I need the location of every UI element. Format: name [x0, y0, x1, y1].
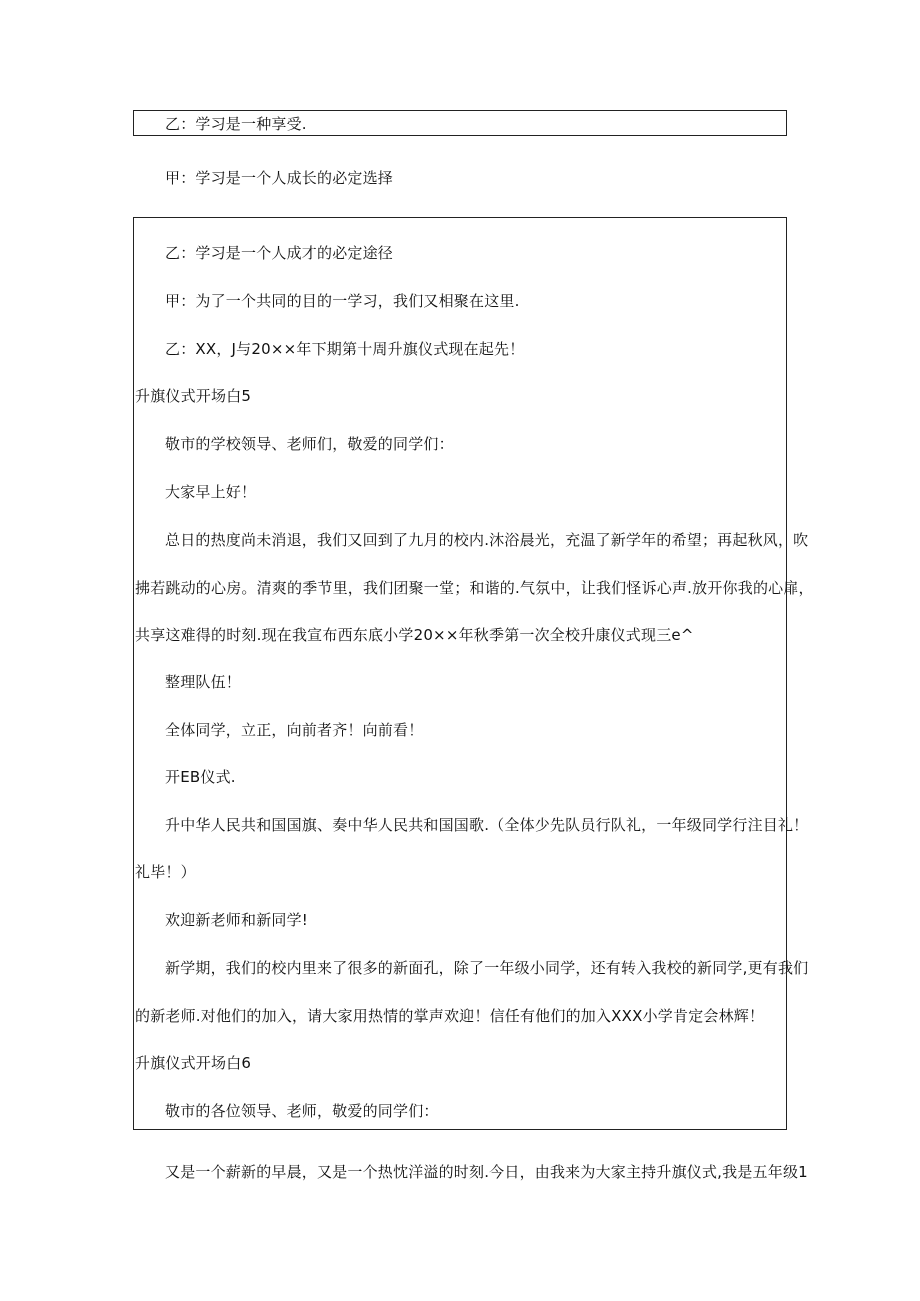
dialogue-line-jia-2: 甲：为了一个共同的目的一学习，我们又相聚在这里.	[165, 292, 520, 310]
good-morning-line: 大家早上好！	[165, 483, 257, 501]
greeting-line: 敬市的学校领导、老师们，敬爱的同学们：	[165, 435, 454, 453]
instruction-line: 整理队伍！	[165, 673, 242, 691]
instruction-line: 开EB仪式.	[165, 768, 236, 786]
paragraph-line: 升中华人民共和国国旗、奏中华人民共和国国歌.（全体少先队员行队礼，一年级同学行注目礼！	[165, 816, 809, 834]
dialogue-line-yi-2: 乙：学习是一个人成才的必定途径	[165, 244, 394, 262]
section-heading-5: 升旗仪式开场白5	[135, 387, 252, 405]
welcome-line: 欢迎新老师和新同学!	[165, 911, 309, 929]
paragraph-line: 的新老师.对他们的加入，请大家用热情的掌声欢迎！信任有他们的加入XXX小学肯定会林辉！	[135, 1007, 765, 1025]
paragraph-line: 礼毕！）	[135, 863, 196, 881]
paragraph-line: 又是一个薪新的早晨，又是一个热忱洋溢的时刻.今日，由我来为大家主持升旗仪式,我是五年级1	[165, 1163, 808, 1181]
dialogue-line-yi-3: 乙：XX，J与20××年下期第十周升旗仪式现在起先！	[165, 340, 525, 358]
paragraph-line: 共享这难得的时刻.现在我宣布西东底小学20××年秋季第一次全校升康仪式现三e^	[135, 626, 694, 644]
dialogue-line-yi-1: 乙：学习是一种享受.	[165, 115, 307, 133]
paragraph-line: 新学期，我们的校内里来了很多的新面孔，除了一年级小同学，还有转入我校的新同学,更有我们	[165, 959, 809, 977]
paragraph-line: 拂若跳动的心房。清爽的季节里，我们团聚一堂；和谐的.气氛中，让我们怪诉心声.放开你我的心扉，	[135, 579, 814, 597]
instruction-line: 全体同学，立正，向前者齐！向前看！	[165, 721, 424, 739]
paragraph-line: 总日的热度尚未消退，我们又回到了九月的校内.沐浴晨光，充温了新学年的希望；再起秋风，吹	[165, 531, 809, 549]
dialogue-line-jia-1: 甲：学习是一个人成长的必定选择	[165, 169, 394, 187]
section-heading-6: 升旗仪式开场白6	[135, 1054, 252, 1072]
greeting-line: 敬市的各位领导、老师，敬爱的同学们：	[165, 1102, 439, 1120]
